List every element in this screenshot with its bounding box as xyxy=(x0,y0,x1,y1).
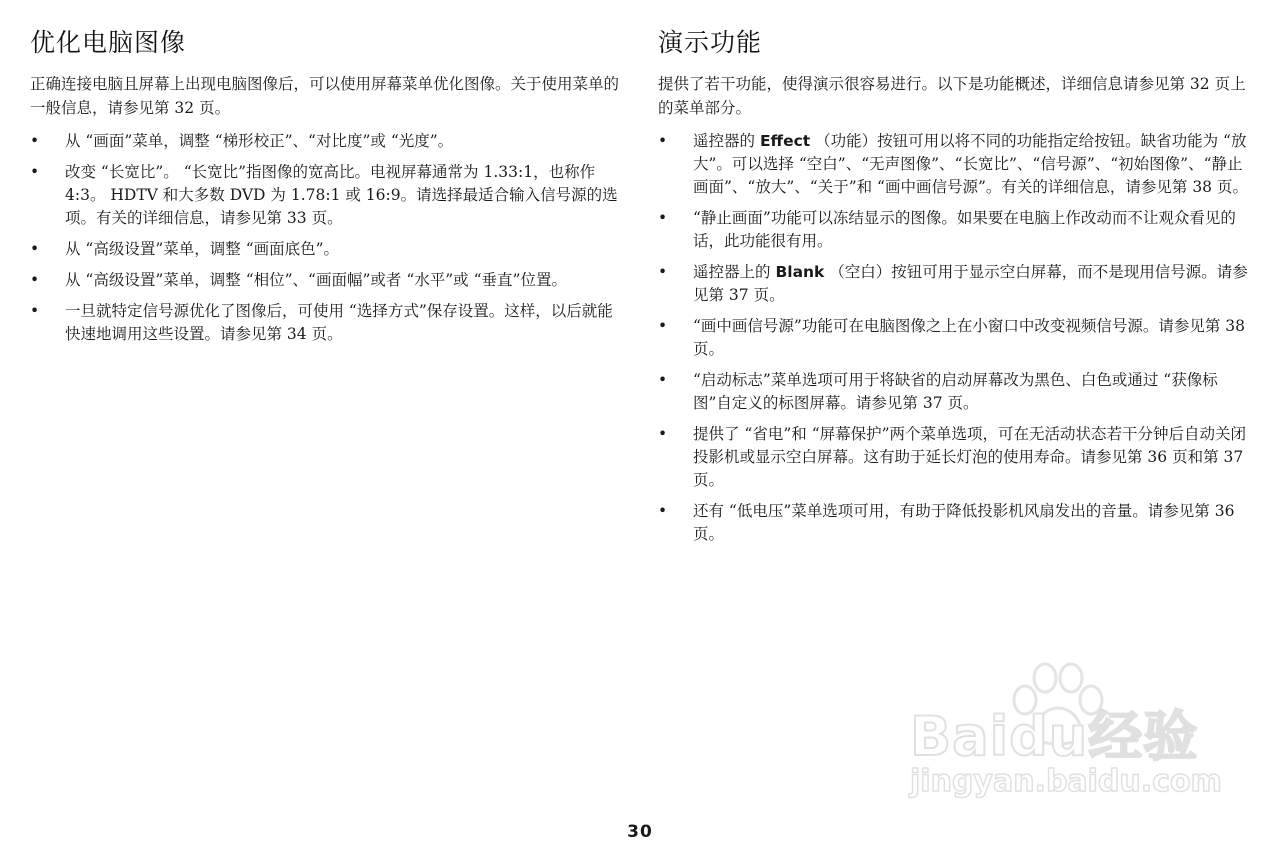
watermark-url-text: jingyan.baidu.com xyxy=(910,764,1222,799)
list-item-text: 从 “高级设置”菜单，调整 “画面底色”。 xyxy=(65,240,340,258)
list-item xyxy=(658,369,1250,415)
list-item-text: “静止画面”功能可以冻结显示的图像。如果要在电脑上作改动而不让观众看见的话，此功能很有用。 xyxy=(693,209,1236,250)
list-item xyxy=(30,300,620,346)
watermark-logo-text: Baidu经验 xyxy=(910,705,1199,768)
bullet-dot: • xyxy=(30,302,40,320)
bullet-dot: • xyxy=(658,502,668,520)
list-item-text-pre: 遥控器上的 xyxy=(693,263,776,281)
bullet-dot: • xyxy=(658,317,668,335)
list-item-text: 从 “画面”菜单，调整 “梯形校正”、“对比度”或 “光度”。 xyxy=(65,132,454,150)
page-number: 30 xyxy=(627,822,653,842)
list-item-text-post: （空白）按钮可用于显示空白屏幕，而不是现用信号源。请参见第 37 页。 xyxy=(693,263,1248,304)
list-item xyxy=(658,500,1250,546)
list-item xyxy=(658,315,1250,361)
list-item-text-pre: 遥控器的 xyxy=(693,132,760,150)
bullet-dot: • xyxy=(658,209,668,227)
list-item xyxy=(30,161,620,230)
list-item xyxy=(658,207,1250,253)
section-heading-presentation-features: 演示功能 xyxy=(658,28,763,57)
bullet-dot: • xyxy=(658,132,668,150)
blank-button-label: Blank xyxy=(775,263,825,281)
list-item xyxy=(658,130,1250,199)
section-heading-optimize-image: 优化电脑图像 xyxy=(30,28,187,57)
list-item xyxy=(30,269,620,292)
list-item-text: 一旦就特定信号源优化了图像后，可使用 “选择方式”保存设置。这样，以后就能快速地调用这些设置。请参见第 34 页。 xyxy=(65,302,613,343)
list-item xyxy=(30,130,620,153)
list-item-text: “启动标志”菜单选项可用于将缺省的启动屏幕改为黑色、白色或通过 “获像标图”自定义的标图屏幕。请参见第 37 页。 xyxy=(693,371,1218,412)
list-item xyxy=(658,423,1250,492)
bullet-dot: • xyxy=(30,163,40,181)
section-intro-optimize-image: 正确连接电脑且屏幕上出现电脑图像后，可以使用屏幕菜单优化图像。关于使用菜单的一般信息，请参见第 32 页。 xyxy=(30,75,620,117)
list-item-text: 改变 “长宽比”。 “长宽比”指图像的宽高比。电视屏幕通常为 1.33:1，也称作 4:3。 HDTV 和大多数 DVD 为 1.78:1 或 16:9。请选择最适合输入信号源的选项。有关的详细信息，请参见第 33 页。 xyxy=(65,163,618,227)
bullet-dot: • xyxy=(30,240,40,258)
list-item xyxy=(658,261,1250,307)
effect-button-label: Effect xyxy=(759,132,811,150)
bullet-dot: • xyxy=(658,263,668,281)
bullet-dot: • xyxy=(30,132,40,150)
list-item-text: 还有 “低电压”菜单选项可用，有助于降低投影机风扇发出的音量。请参见第 36 页。 xyxy=(693,502,1235,543)
bullet-dot: • xyxy=(658,371,668,389)
baidu-jingyan-watermark xyxy=(908,660,1222,805)
bullet-list-optimize-image xyxy=(30,130,620,346)
list-item-text: “画中画信号源”功能可在电脑图像之上在小窗口中改变视频信号源。请参见第 38 页。 xyxy=(693,317,1246,358)
bullet-dot: • xyxy=(658,425,668,443)
list-item-text: 从 “高级设置”菜单，调整 “相位”、“画面幅”或者 “水平”或 “垂直”位置。 xyxy=(65,271,567,289)
bullet-dot: • xyxy=(30,271,40,289)
list-item xyxy=(30,238,620,261)
section-intro-presentation-features: 提供了若干功能，使得演示很容易进行。以下是功能概述，详细信息请参见第 32 页上的菜单部分。 xyxy=(658,75,1246,117)
right-column xyxy=(658,26,1250,554)
bullet-list-presentation-features xyxy=(658,130,1250,546)
list-item-text: 提供了 “省电”和 “屏幕保护”两个菜单选项，可在无活动状态若干分钟后自动关闭投影机或显示空白屏幕。这有助于延长灯泡的使用寿命。请参见第 36 页和第 37 页。 xyxy=(693,425,1247,489)
list-item-text-post: （功能）按钮可用以将不同的功能指定给按钮。缺省功能为 “放大”。可以选择 “空白”、“无声图像”、“长宽比”、“信号源”、“初始图像”、“静止画面”、“放大”、“关于”和 “画中画信号源”。有关的详细信息，请参见第 38 页。 xyxy=(693,132,1248,196)
left-column xyxy=(30,26,620,354)
